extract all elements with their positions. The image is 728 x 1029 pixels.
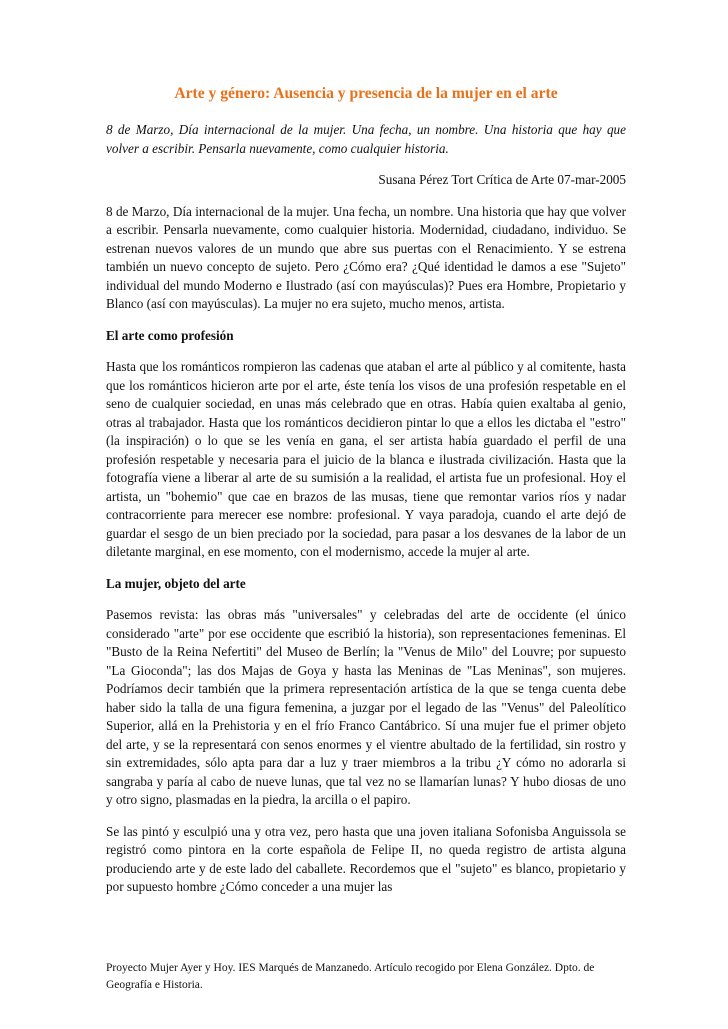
section-object-text: Pasemos revista: las obras más "universales" y celebradas del arte de occidente (el único considerado "arte" por ese occidente que escribió la historia), son representaciones femeninas. El "Busto de la Reina Nefertiti" del Museo de Berlín; la "Venus de Milo" del Louvre; por supuesto "La Gioconda"; las dos Majas de Goya y hasta las Meninas de "Las Meninas", son mujeres. Podríamos decir también que la primera representación artística de la que se tenga cuenta debe haber sido la talla de una figura femenina, a juzgar por el legado de las "Venus" del Paleolítico Superior, allá en la Prehistoria y en el frío Franco Cantábrico. Sí una mujer fue el primer objeto del arte, y se la representará con senos enormes y el vientre abultado de la fertilidad, sin rostro y sin extremidades, sólo apta para dar a luz y traer miembros a la tribu ¿Y cómo no adorarla si sangraba y paría al cabo de nueve lunas, que tal vez no se llamarían lunas? Y hubo diosas de uno y otro signo, plasmadas en la piedra, la arcilla o el papiro. [106, 607, 626, 807]
section-heading-object: La mujer, objeto del arte [106, 575, 246, 591]
section-heading-profession: El arte como profesión [106, 327, 234, 343]
intro-paragraph: 8 de Marzo, Día internacional de la mujer. Una fecha, un nombre. Una historia que hay que volver a escribir. Pensarla nuevamente, como cualquier historia. [106, 122, 626, 156]
article-body [106, 121, 626, 897]
page-footer: Proyecto Mujer Ayer y Hoy. IES Marqués de Manzanedo. Artículo recogido por Elena González. Dpto. de Geografía e Historia. [106, 962, 595, 991]
article-title: Arte y género: Ausencia y presencia de la mujer en el arte [174, 85, 558, 102]
author-byline: Susana Pérez Tort Crítica de Arte 07-mar-2005 [378, 172, 626, 187]
section-profession-text: Hasta que los románticos rompieron las cadenas que ataban el arte al público y al comitente, hasta que los románticos hicieron arte por el arte, éste tenía los visos de una profesión respetable en el seno de cualquier sociedad, en unas más celebrado que en otras. Había quien exaltaba al genio, otras al trabajador. Hasta que los románticos decidieron pintar lo que a ellos les dictaba el "estro" (la inspiración) o lo que se les venía en gana, el ser artista había guardado el perfil de una profesión respetable y necesaria para el juicio de la blanca e ilustrada civilización. Hasta que la fotografía viene a liberar al arte de su sumisión a la realidad, el artista fue un profesional. Hoy el artista, un "bohemio" que cae en brazos de las musas, tiene que remontar varios ríos y nadar contracorriente para merecer ese nombre: profesional. Y vaya paradoja, cuando el arte dejó de guardar el sesgo de un bien preciado por la sociedad, para pasar a los desvanes de la labor de un diletante marginal, en ese momento, con el modernismo, accede la mujer al arte. [106, 359, 626, 559]
section-object-text-2: Se las pintó y esculpió una y otra vez, pero hasta que una joven italiana Sofonisba Anguissola se registró como pintora en la corte española de Felipe II, no queda registro de artista alguna produciendo arte y de este lado del caballete. Recordemos que el "sujeto" es blanco, propietario y por supuesto hombre ¿Cómo conceder a una mujer las [106, 823, 626, 894]
body-paragraph: 8 de Marzo, Día internacional de la mujer. Una fecha, un nombre. Una historia que hay que volver a escribir. Pensarla nuevamente, como cualquier historia. Modernidad, ciudadano, individuo. Se estrenan nuevos valores de un mundo que abre sus puertas con el Renacimiento. Y se estrena también un nuevo concepto de sujeto. Pero ¿Cómo era? ¿Qué identidad le damos a ese "Sujeto" individual del mundo Moderno e Ilustrado (así con mayúsculas)? Pues era Hombre, Propietario y Blanco (así con mayúsculas). La mujer no era sujeto, mucho menos, artista. [106, 203, 626, 311]
